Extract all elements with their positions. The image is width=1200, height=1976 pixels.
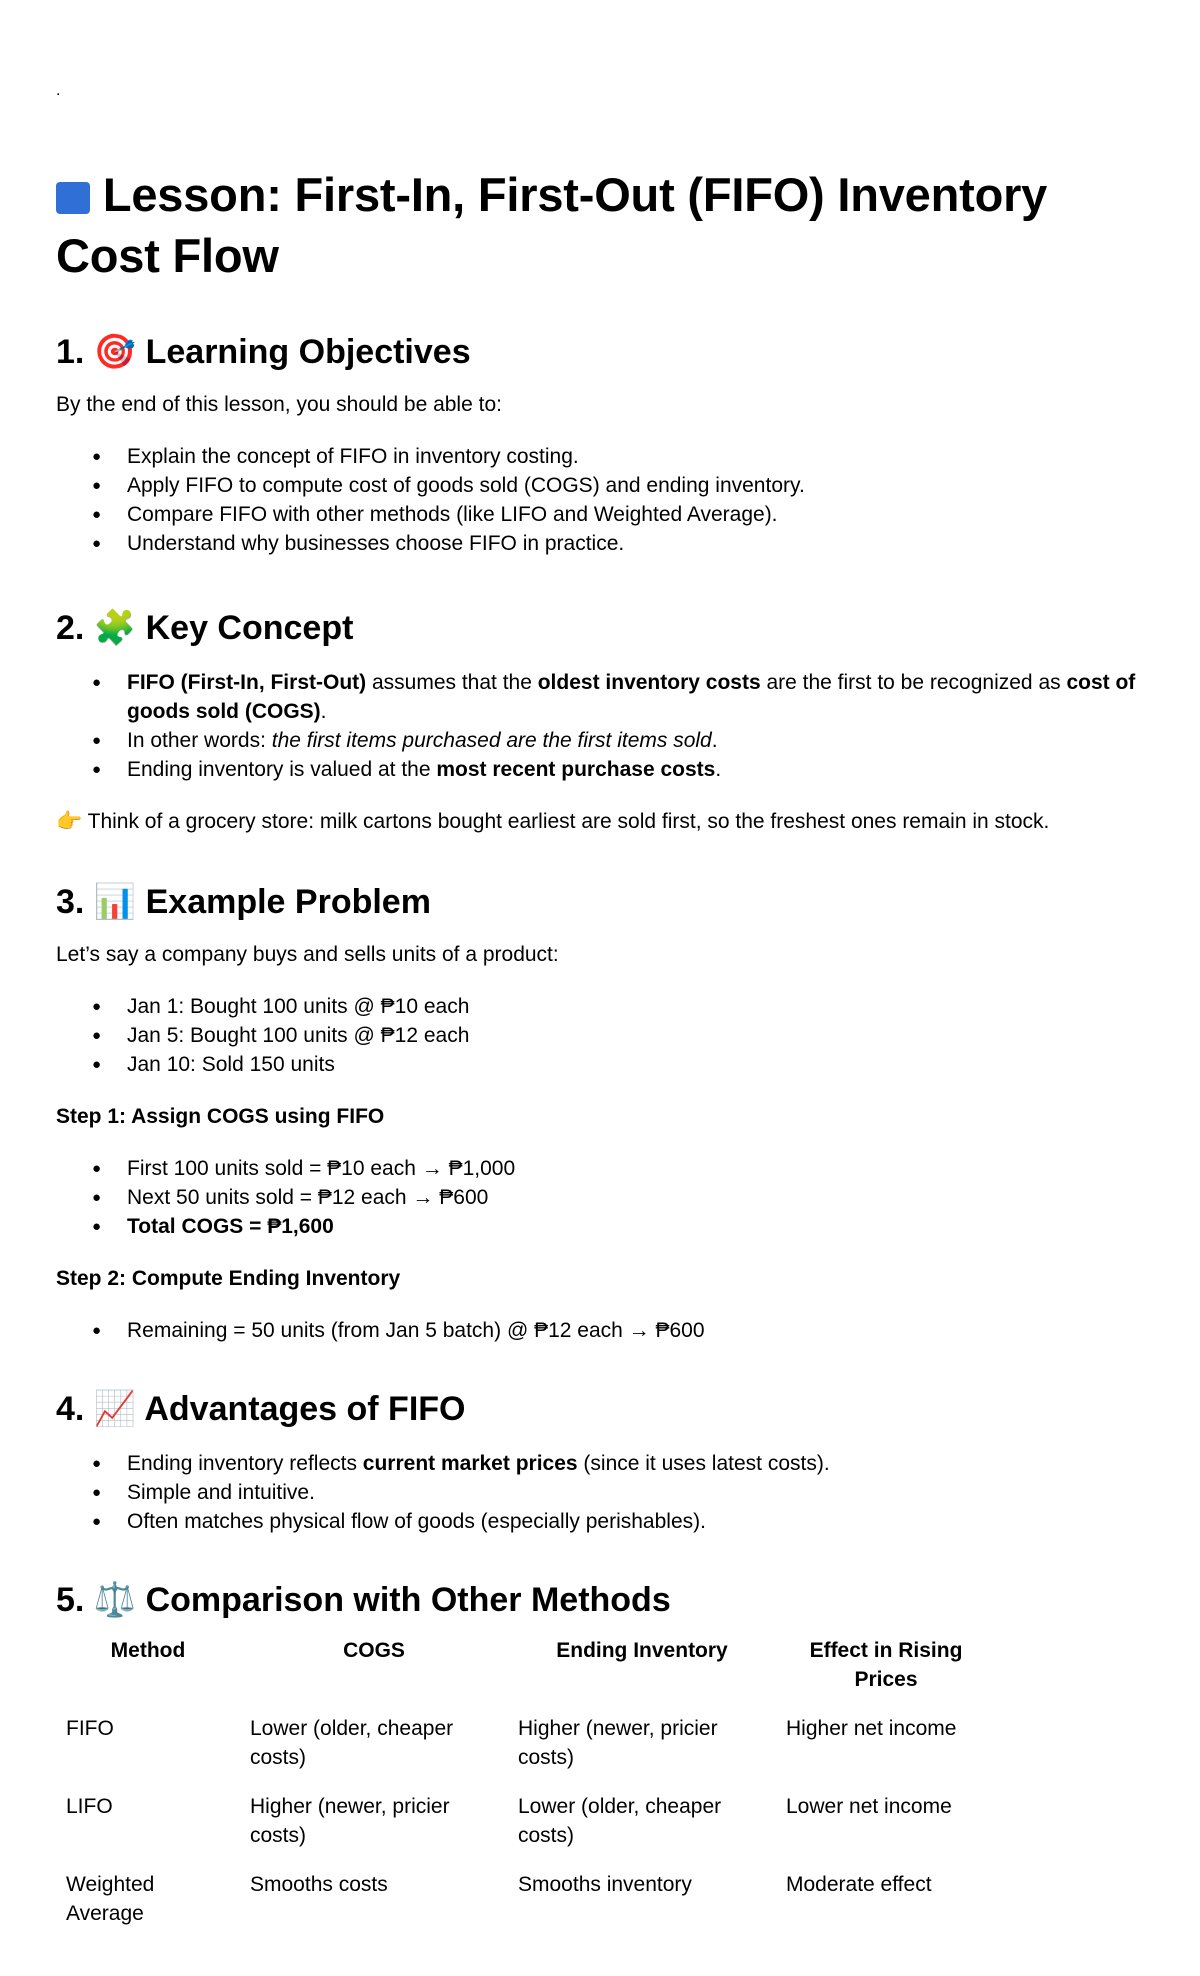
list-item xyxy=(56,1212,1156,1241)
list-item: ● First 100 units sold = ₱10 each → ₱1,000 xyxy=(56,1154,1156,1183)
list-item: ● In other words: the first items purchased are the first items sold. xyxy=(56,726,1156,755)
list-item: ● Explain the concept of FIFO in inventory costing. xyxy=(56,442,1156,471)
table-cell: Smooths costs xyxy=(250,1873,388,1896)
column-header: Effect in Rising Prices xyxy=(809,1639,963,1691)
step-2-list xyxy=(56,1316,1156,1345)
table-cell: Weighted Average xyxy=(66,1873,155,1925)
target-icon: 🎯 xyxy=(93,332,137,372)
section-heading-key-concept: 2. 🧩 Key Concept xyxy=(56,608,354,648)
list-item: ● Understand why businesses choose FIFO in practice. xyxy=(56,529,1156,558)
table-cell: FIFO xyxy=(66,1717,114,1740)
list-item: ● Jan 1: Bought 100 units @ ₱10 each xyxy=(56,992,1156,1021)
comparison-table xyxy=(56,1636,996,1948)
step-1-list xyxy=(56,1154,1156,1241)
list-item: ● Simple and intuitive. xyxy=(56,1478,1156,1507)
table-row xyxy=(56,1870,996,1948)
list-item: ● Jan 10: Sold 150 units xyxy=(56,1050,1156,1079)
table-row xyxy=(56,1792,996,1870)
grocery-tip: 👉 Think of a grocery store: milk cartons bought earliest are sold first, so the freshest ones remain in stock. xyxy=(56,809,1050,833)
table-cell: Higher (newer, pricier costs) xyxy=(250,1795,450,1847)
table-cell: Higher net income xyxy=(786,1717,957,1740)
example-intro: Let’s say a company buys and sells units of a product: xyxy=(56,943,559,966)
document-page xyxy=(56,82,1156,1948)
table-cell: Smooths inventory xyxy=(518,1873,692,1896)
section-heading-comparison: 5. ⚖️ Comparison with Other Methods xyxy=(56,1580,671,1620)
lesson-title-text: Lesson: First-In, First-Out (FIFO) Inventory Cost Flow xyxy=(56,168,1048,282)
table-row xyxy=(56,1714,996,1792)
column-header: Ending Inventory xyxy=(556,1639,728,1662)
list-item: ● Remaining = 50 units (from Jan 5 batch) @ ₱12 each → ₱600 xyxy=(56,1316,1156,1345)
step-1-heading: Step 1: Assign COGS using FIFO xyxy=(56,1105,385,1128)
column-header: Method xyxy=(110,1639,186,1662)
scales-icon: ⚖️ xyxy=(93,1580,137,1620)
transactions-list xyxy=(56,992,1156,1079)
lesson-title xyxy=(56,164,1156,286)
table-cell: Lower net income xyxy=(786,1795,952,1818)
list-item: ● Next 50 units sold = ₱12 each → ₱600 xyxy=(56,1183,1156,1212)
table-cell: LIFO xyxy=(66,1795,113,1818)
list-item: ● Jan 5: Bought 100 units @ ₱12 each xyxy=(56,1021,1156,1050)
list-item: ● Often matches physical flow of goods (especially perishables). xyxy=(56,1507,1156,1536)
puzzle-icon: 🧩 xyxy=(93,608,137,648)
book-icon xyxy=(56,182,90,214)
list-item: ● FIFO (First-In, First-Out) assumes that the oldest inventory costs are the first to be recognized as cost of goods sold (COGS). xyxy=(56,668,1156,726)
table-cell: Lower (older, cheaper costs) xyxy=(518,1795,722,1847)
total-cogs: Total COGS = ₱1,600 xyxy=(127,1215,334,1238)
section-heading-learning-objectives: 1. 🎯 Learning Objectives xyxy=(56,332,471,372)
bar-chart-icon: 📊 xyxy=(93,882,137,922)
step-2-heading: Step 2: Compute Ending Inventory xyxy=(56,1267,401,1290)
list-item: ● Ending inventory reflects current market prices (since it uses latest costs). xyxy=(56,1449,1156,1478)
objectives-list xyxy=(56,442,1156,558)
list-item: ● Apply FIFO to compute cost of goods sold (COGS) and ending inventory. xyxy=(56,471,1156,500)
top-dot: . xyxy=(56,82,61,99)
trending-up-icon: 📈 xyxy=(93,1389,137,1429)
table-cell: Higher (newer, pricier costs) xyxy=(518,1717,718,1769)
section-heading-advantages: 4. 📈 Advantages of FIFO xyxy=(56,1389,466,1429)
list-item: ● Ending inventory is valued at the most recent purchase costs. xyxy=(56,755,1156,784)
table-cell: Moderate effect xyxy=(786,1873,932,1896)
pointing-hand-icon: 👉 xyxy=(56,809,83,833)
key-concept-list xyxy=(56,668,1156,784)
list-item: ● Compare FIFO with other methods (like LIFO and Weighted Average). xyxy=(56,500,1156,529)
table-header-row xyxy=(56,1636,996,1714)
objectives-intro: By the end of this lesson, you should be able to: xyxy=(56,393,502,416)
table-cell: Lower (older, cheaper costs) xyxy=(250,1717,454,1769)
column-header: COGS xyxy=(343,1639,405,1662)
section-heading-example-problem: 3. 📊 Example Problem xyxy=(56,882,431,922)
advantages-list xyxy=(56,1449,1156,1536)
